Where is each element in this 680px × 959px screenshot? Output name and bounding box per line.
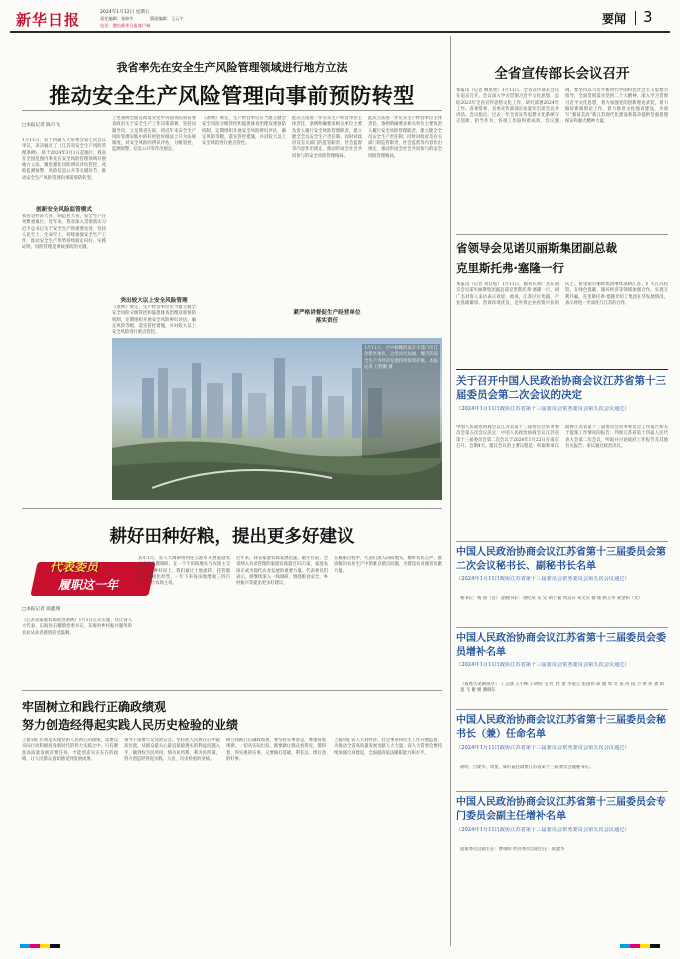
decision-4-rule — [456, 791, 668, 792]
law-body-4: 上接1版 省人大对经济、社会事业和民生工作开展监督，为推动全省高质量发展贡献人大力量。省人大常委会要持续加强自身建设，全面提高依法履职能力和水平。 — [334, 738, 442, 756]
date-line: 2024年1月12日 星期五 — [100, 10, 150, 15]
lead-photo — [112, 338, 442, 500]
lead-body-col3: 《条例》规定，生产经营单位应当建立健全安全风险分级管控和隐患排查治理双重预防机制，定期组织开展安全风险辨识评估，确定风险等级，落实管控措施，并对较大以上安全风险进行重点管控。 — [202, 116, 286, 147]
decision-2-title: 中国人民政治协商会议江苏省第十三届委员会第二次会议秘书长、副秘书长名单 — [456, 547, 666, 572]
decision-1-subtitle: （2024年1月11日政协江苏省第十三届委员会常务委员会第五次会议通过） — [456, 406, 630, 412]
masthead-rule — [10, 31, 670, 33]
lead-subhead-1: 创新安全风险监管模式 — [36, 207, 92, 213]
farming-body-4: 在履职过程中，代表们深入田间地头，倾听农民心声，推动解决农业生产中的难点堵点问题，为建设农业强省贡献力量。 — [334, 556, 442, 574]
banner-line-2: 履职这一年 — [58, 578, 119, 592]
farming-bottom-rule — [22, 690, 442, 691]
lead-body-col1a: 1月11日，省十四届人大常委会第七次会议审议，表决通过了《江苏省安全生产风险管理条例》，将于2024年3月1日起施行。我省在全国范围内率先在安全风险管理领域开展地方立法，聚焦强化风险辨识评估管控、风险监测预警、风险信息公开等关键环节，推动安全生产风险管理向事前预防转型。 — [22, 138, 106, 181]
decision-2-rule — [456, 627, 668, 628]
decision-5-body: 提案委员会副主任：曹诚明 经济委员会副主任：张建华 — [460, 847, 565, 852]
section-name: 要闻 — [602, 12, 627, 26]
lead-subhead-3: 紧严格讲督促生产经营单位落实责任 — [293, 310, 361, 324]
decision-3-rule — [456, 709, 668, 710]
decision-3-names: （按姓氏笔画排序） 丁志强 王小峰 王明明 毛 红 杜 蕾 李凌云 张国伟 陈 晓 周 文 姜 涛 钱 力 黄 伟 龚 新 童 飞 谢 刚 潘晓东 — [460, 682, 664, 694]
masthead — [10, 8, 670, 30]
lead-byline: □本报记者 陈月飞 — [22, 123, 60, 128]
farming-title: 耕好田种好粮，提出更多好建议 — [109, 527, 355, 547]
registration-marks-right — [620, 944, 660, 948]
lead-title: 推动安全生产风险管理向事前预防转型 — [49, 84, 415, 108]
law-body-1: 上接1版 必须是实现党的人民初心的政绩，需要以实际行动积极投身新时代的伟大实践之中。只有聚焦高质量发展首要任务，才能创造实实在在的政绩，让人民群众真切感受到发展成果。 — [22, 738, 118, 762]
lead-body-col5: 此次立法进一步压实生产经营单位主体责任，条例明确要求相关单位主要负责人履行安全风险管理职责，建立健全全员安全生产责任制。同时对政府及有关部门的监管职责、社会监督等内容作出规定，推动形成全社会共同参与的安全风险管理格局。 — [368, 116, 442, 159]
decision-4-subtitle: （2024年1月11日政协江苏省第十三届委员会常务委员会第五次会议通过） — [456, 745, 630, 751]
decision-5-title: 中国人民政治协商会议江苏省第十三届委员会专门委员会副主任增补名单 — [456, 797, 666, 822]
leader-body: 本报讯（记者 蒋廷松）1月11日，副省长胡广杰在南京会见诺贝丽斯集团副总裁克里斯托弗·塞隆一行。胡广杰对客人来访表示欢迎，他说，江苏区位优越、产业基础雄厚、营商环境优良，是外资企业投资兴业的沃土。希望诺贝丽斯集团继续深耕江苏、扩大在苏投资，在绿色低碳、循环经济等领域加强合作，实现互利共赢。克里斯托弗·塞隆介绍了集团在华发展情况，表示将进一步深化与江苏的合作。 — [456, 282, 668, 306]
farming-body-3: 近年来，我省家庭农场发展迅速。截至目前，全省纳入名录管理的家庭农场超过15万家，家庭农场正成为现代农业发展的重要力量。代表委员们表示，将继续深入一线调研，围绕粮食安全、乡村振兴等提出更多好建议。 — [236, 556, 328, 587]
column-divider — [450, 36, 451, 946]
editor-line-1: 责任编辑：张如牛 — [100, 16, 134, 21]
contact-line: 电话：微信新华日报客户端 — [100, 23, 151, 28]
leader-title-1: 省领导会见诺贝丽斯集团副总裁 — [456, 241, 617, 255]
farming-byline: □本报记者 徐鑫翔 — [22, 607, 60, 612]
law-body-2: 领导干部要牢记党的宗旨，坚持把人民放在心中最高位置，从群众最关心最直接最现实的利益问题入手，做到权为民所用、情为民所系、利为民所谋，努力创造经得起实践、人民、历史检验的业绩。 — [124, 738, 220, 762]
lead-subhead-2: 突出较大以上安全风险管理 — [120, 298, 188, 304]
law-title-2: 努力创造经得起实践人民历史检验的业绩 — [22, 718, 239, 732]
newspaper-logo: 新华日报 — [16, 11, 81, 29]
lead-body-col4: 此次立法进一步压实生产经营单位主体责任，条例明确要求相关单位主要负责人履行安全风险管理职责，建立健全全员安全生产责任制。同时对政府及有关部门的监管职责、社会监督等内容作出规定，推动形成全社会共同参与的安全风险管理格局。 — [292, 116, 362, 159]
decision-4-title: 中国人民政治协商会议江苏省第十三届委员会秘书长（兼）任命名单 — [456, 715, 666, 740]
decision-1-rule — [456, 541, 668, 542]
farming-body-1: 《江苏省家庭农场促进条例》1月1日正式实施，这让省人大代表、东海县石榴镇党委书记、东海县乡村振兴服务的农业从业者感到倍受鼓舞。 — [22, 618, 132, 636]
registration-marks-left — [20, 944, 60, 948]
meeting-rule — [456, 234, 668, 235]
lead-body-col2: 上述条例全面贯彻落实党中央国务院和省委省政府关于安全生产工作决策部署，坚持问题导向，立足我省实际，将近年来安全生产风险管理实践中的好经验好做法上升为法规制度，对安全风险的辨识评估、分级管控、监测预警、信息公开等作出规定。 — [112, 116, 196, 153]
meeting-title: 全省宣传部长会议召开 — [494, 66, 630, 82]
decision-5-subtitle: （2024年1月11日政协江苏省第十三届委员会常务委员会第五次会议通过） — [456, 827, 630, 833]
law-body-3: 树立和践行正确政绩观，要坚持实事求是，尊重客观规律，一切从实际出发，既要做让群众看得见、摸得着、得实惠的实事，又要做打基础、利长远、增后劲的好事。 — [226, 738, 326, 762]
decision-2-subtitle: （2024年1月11日政协江苏省第十三届委员会常务委员会第五次会议通过） — [456, 576, 630, 582]
decision-1-title: 关于召开中国人民政治协商会议江苏省第十三届委员会第二次会议的决定 — [456, 375, 666, 401]
leader-title-2: 克里斯托弗·塞隆一行 — [456, 261, 564, 275]
page-number: 3 — [643, 8, 653, 26]
section-divider — [635, 11, 636, 25]
farming-banner — [26, 552, 156, 604]
decisions-top-rule — [456, 369, 668, 370]
law-title-1: 牢固树立和践行正确政绩观 — [22, 700, 167, 714]
decision-1-body: 中国人民政治协商会议江苏省第十三届委员会常务委员会第五次会议决定：中国人民政治协商会议江苏省第十三届委员会第二次会议于2024年1月22日在南京召开。会期4天。建议会议的主要议程是：听取和审议政协江苏省第十三届委员会常务委员会工作报告和关于提案工作情况的报告；列席江苏省第十四届人民代表大会第二次会议，听取并讨论政府工作报告及其他有关报告；审议通过政治决议。 — [456, 425, 668, 449]
photo-caption: 1月11日，空中俯瞰的南京市浦口区江北新区地块，这里风光如画，城市的安全生产为经济发展持续保驾护航。本报记者 万程鹏 摄 — [362, 344, 440, 458]
decision-3-subtitle: （2024年1月11日政协江苏省第十三届委员会常务委员会第五次会议通过） — [456, 662, 630, 668]
banner-line-1: 代表委员 — [50, 560, 99, 574]
lead-body-col2b: 《条例》规定，生产经营单位应当建立健全安全风险分级管控和隐患排查治理双重预防机制，定期组织开展安全风险辨识评估，确定风险等级，落实管控措施，并对较大以上安全风险进行重点管控。 — [112, 305, 196, 335]
decision-4-body: 胡明、吕建华、周星、陈红霞任政协江苏省第十三届委员会副秘书长。 — [460, 765, 594, 770]
decision-2-names: 秘书长：杨 国（女） 副秘书长：诸纪泉 吴 昊 胡于嘉 周美芬 朱文庆 郁 瑾 顾玉华 聂金柏（女） — [460, 596, 643, 601]
decision-3-title: 中国人民政治协商会议江苏省第十三届委员会委员增补名单 — [456, 633, 666, 658]
farming-body-2: 去年1月，省人大调研组到连云港市开展家庭农场发展专题调研，在一个个田间地头与农场主交流。“在种好田上，我们通过土地流转、托管服务，规模化经营，一年下来每亩地增收三四百元。”一位农场主说。 — [138, 556, 230, 587]
meeting-body: 本报讯（记者 顾星欣）1月11日，全省宣传部长会议在南京召开。会议深入学习贯彻习近平文化思想，总结2023年全省宣传思想文化工作，研究部署2024年工作。省委常委、省委宣传部部长张爱军出席会议并讲话。会议指出，过去一年全省宣传思想文化系统守正创新、担当作为，各项工作取得新成效。会议强调，要坚持以习近平新时代中国特色社会主义思想为指导，全面贯彻落实党的二十大精神，深入学习贯彻习近平文化思想，着力加强党的创新理论武装，着力做好新闻舆论工作，着力推进文化强省建设，为谱写“强富美高”新江苏现代化建设新篇章提供坚强思想保证和强大精神力量。 — [456, 88, 668, 125]
editor-line-2: 版面编辑：王云午 — [150, 16, 184, 21]
lead-body-col1b: 我省是经济大省、制造业大省，安全生产任务繁重艰巨。近年来，我省深入贯彻落实习近平总书记关于安全生产的重要论述，坚持人民至上、生命至上，持续加强安全生产工作，推动安全生产形势持续稳定向好。实践证明，风险管理是事故预防的关键。 — [22, 214, 106, 251]
lead-kicker: 我省率先在安全生产风险管理领域进行地方立法 — [116, 61, 348, 74]
farming-top-rule — [22, 508, 442, 509]
lead-title-rule — [22, 110, 442, 111]
